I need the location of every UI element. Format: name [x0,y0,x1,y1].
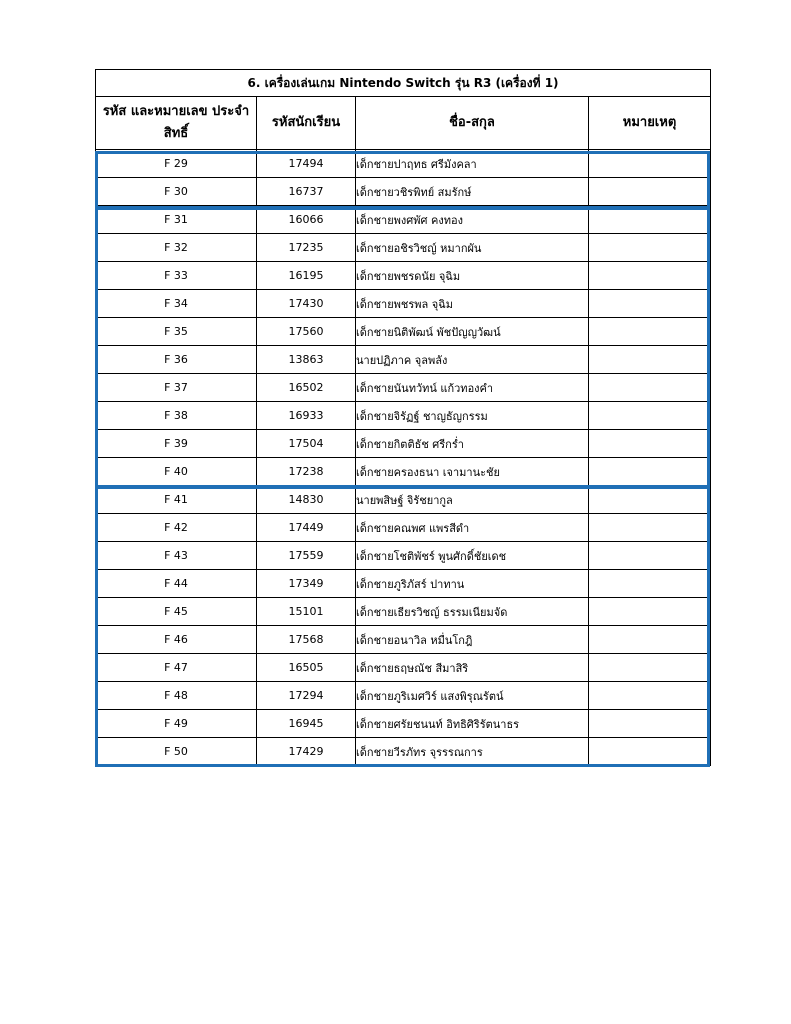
cell-note [589,178,711,206]
cell-name: เด็กชายคณพศ แพรสีดำ [356,514,589,542]
cell-student-id: 16195 [257,262,356,290]
table-row [96,402,711,430]
roster-body [96,150,711,766]
cell-code: F 42 [96,514,257,542]
table-row [96,458,711,486]
cell-code: F 39 [96,430,257,458]
cell-student-id: 17559 [257,542,356,570]
table-row [96,262,711,290]
cell-note [589,402,711,430]
cell-name: เด็กชายอนาวิล หมื่นโกฎิ [356,626,589,654]
cell-student-id: 17294 [257,682,356,710]
table-row [96,738,711,766]
header-name: ชื่อ-สกุล [356,97,589,150]
cell-name: เด็กชายวีรภัทร จุรรรณการ [356,738,589,766]
table-row [96,346,711,374]
cell-student-id: 13863 [257,346,356,374]
cell-note [589,682,711,710]
roster-table [95,69,711,766]
cell-student-id: 17235 [257,234,356,262]
cell-code: F 44 [96,570,257,598]
cell-note [589,486,711,514]
table-row [96,710,711,738]
cell-code: F 30 [96,178,257,206]
cell-note [589,598,711,626]
cell-note [589,430,711,458]
table-row [96,598,711,626]
cell-name: นายปฏิภาค จุลพลัง [356,346,589,374]
cell-code: F 48 [96,682,257,710]
cell-code: F 43 [96,542,257,570]
cell-code: F 45 [96,598,257,626]
table-row [96,234,711,262]
table-row [96,486,711,514]
cell-note [589,654,711,682]
cell-student-id: 16502 [257,374,356,402]
table-row [96,318,711,346]
cell-note [589,458,711,486]
cell-note [589,626,711,654]
cell-student-id: 17504 [257,430,356,458]
table-row [96,430,711,458]
cell-student-id: 17560 [257,318,356,346]
cell-note [589,318,711,346]
cell-code: F 40 [96,458,257,486]
cell-student-id: 17494 [257,150,356,178]
cell-code: F 31 [96,206,257,234]
cell-code: F 38 [96,402,257,430]
cell-code: F 47 [96,654,257,682]
cell-student-id: 16945 [257,710,356,738]
table-row [96,150,711,178]
cell-code: F 36 [96,346,257,374]
cell-code: F 32 [96,234,257,262]
cell-note [589,206,711,234]
cell-code: F 33 [96,262,257,290]
cell-name: เด็กชายพงศพัศ คงทอง [356,206,589,234]
roster-sheet [95,69,710,766]
cell-name: เด็กชายนันทวัทน์ แก้วทองคำ [356,374,589,402]
cell-student-id: 16505 [257,654,356,682]
table-row [96,374,711,402]
header-note: หมายเหตุ [589,97,711,150]
table-row [96,290,711,318]
cell-name: เด็กชายวชิรพิทย์ สมรักษ์ [356,178,589,206]
table-row [96,206,711,234]
cell-code: F 35 [96,318,257,346]
cell-code: F 46 [96,626,257,654]
cell-student-id: 17430 [257,290,356,318]
cell-student-id: 14830 [257,486,356,514]
cell-student-id: 17429 [257,738,356,766]
cell-note [589,514,711,542]
cell-name: เด็กชายกิตติธัช ศรีกร่ำ [356,430,589,458]
cell-code: F 37 [96,374,257,402]
cell-note [589,374,711,402]
cell-note [589,262,711,290]
cell-code: F 50 [96,738,257,766]
cell-note [589,570,711,598]
cell-name: เด็กชายธฤษณัช สีมาสิริ [356,654,589,682]
table-title: 6. เครื่องเล่นเกม Nintendo Switch รุ่น R3 (เครื่องที่ 1) [96,70,711,97]
cell-name: เด็กชายจิรัฏฐ์ ชาญธัญกรรม [356,402,589,430]
cell-name: เด็กชายภูริภัสร์ ปาทาน [356,570,589,598]
cell-name: เด็กชายพชรพล จุฉิม [356,290,589,318]
cell-name: เด็กชายอชิรวิชญ์ หมากผัน [356,234,589,262]
cell-name: เด็กชายศรัยชนนท์ อิทธิศิริรัตนาธร [356,710,589,738]
cell-note [589,738,711,766]
table-row [96,626,711,654]
cell-name: เด็กชายภูริเมศวิร์ แสงพิรุณรัตน์ [356,682,589,710]
cell-note [589,290,711,318]
cell-student-id: 16933 [257,402,356,430]
table-row [96,682,711,710]
header-code: รหัส และหมายเลข ประจำสิทธิ์ [96,97,257,150]
cell-name: เด็กชายเธียรวิชญ์ ธรรมเนียมจัด [356,598,589,626]
cell-student-id: 15101 [257,598,356,626]
table-row [96,178,711,206]
table-row [96,570,711,598]
cell-code: F 29 [96,150,257,178]
cell-note [589,150,711,178]
cell-student-id: 17238 [257,458,356,486]
cell-code: F 34 [96,290,257,318]
cell-note [589,346,711,374]
cell-code: F 41 [96,486,257,514]
cell-name: เด็กชายนิติพัฒน์ พัชปัญญวัฒน์ [356,318,589,346]
table-row [96,542,711,570]
cell-name: นายพสิษฐ์ จิรัชยากูล [356,486,589,514]
cell-name: เด็กชายพชรดนัย จุฉิม [356,262,589,290]
cell-code: F 49 [96,710,257,738]
cell-student-id: 17349 [257,570,356,598]
cell-note [589,710,711,738]
cell-student-id: 16066 [257,206,356,234]
cell-note [589,234,711,262]
cell-student-id: 17568 [257,626,356,654]
cell-name: เด็กชายครองธนา เจามานะชัย [356,458,589,486]
cell-name: เด็กชายโชติพัชร์ พูนศักดิ์ชัยเดช [356,542,589,570]
cell-name: เด็กชายปาฤทธ ศรีมังคลา [356,150,589,178]
cell-student-id: 17449 [257,514,356,542]
cell-note [589,542,711,570]
cell-student-id: 16737 [257,178,356,206]
table-row [96,514,711,542]
header-student-id: รหัสนักเรียน [257,97,356,150]
table-row [96,654,711,682]
